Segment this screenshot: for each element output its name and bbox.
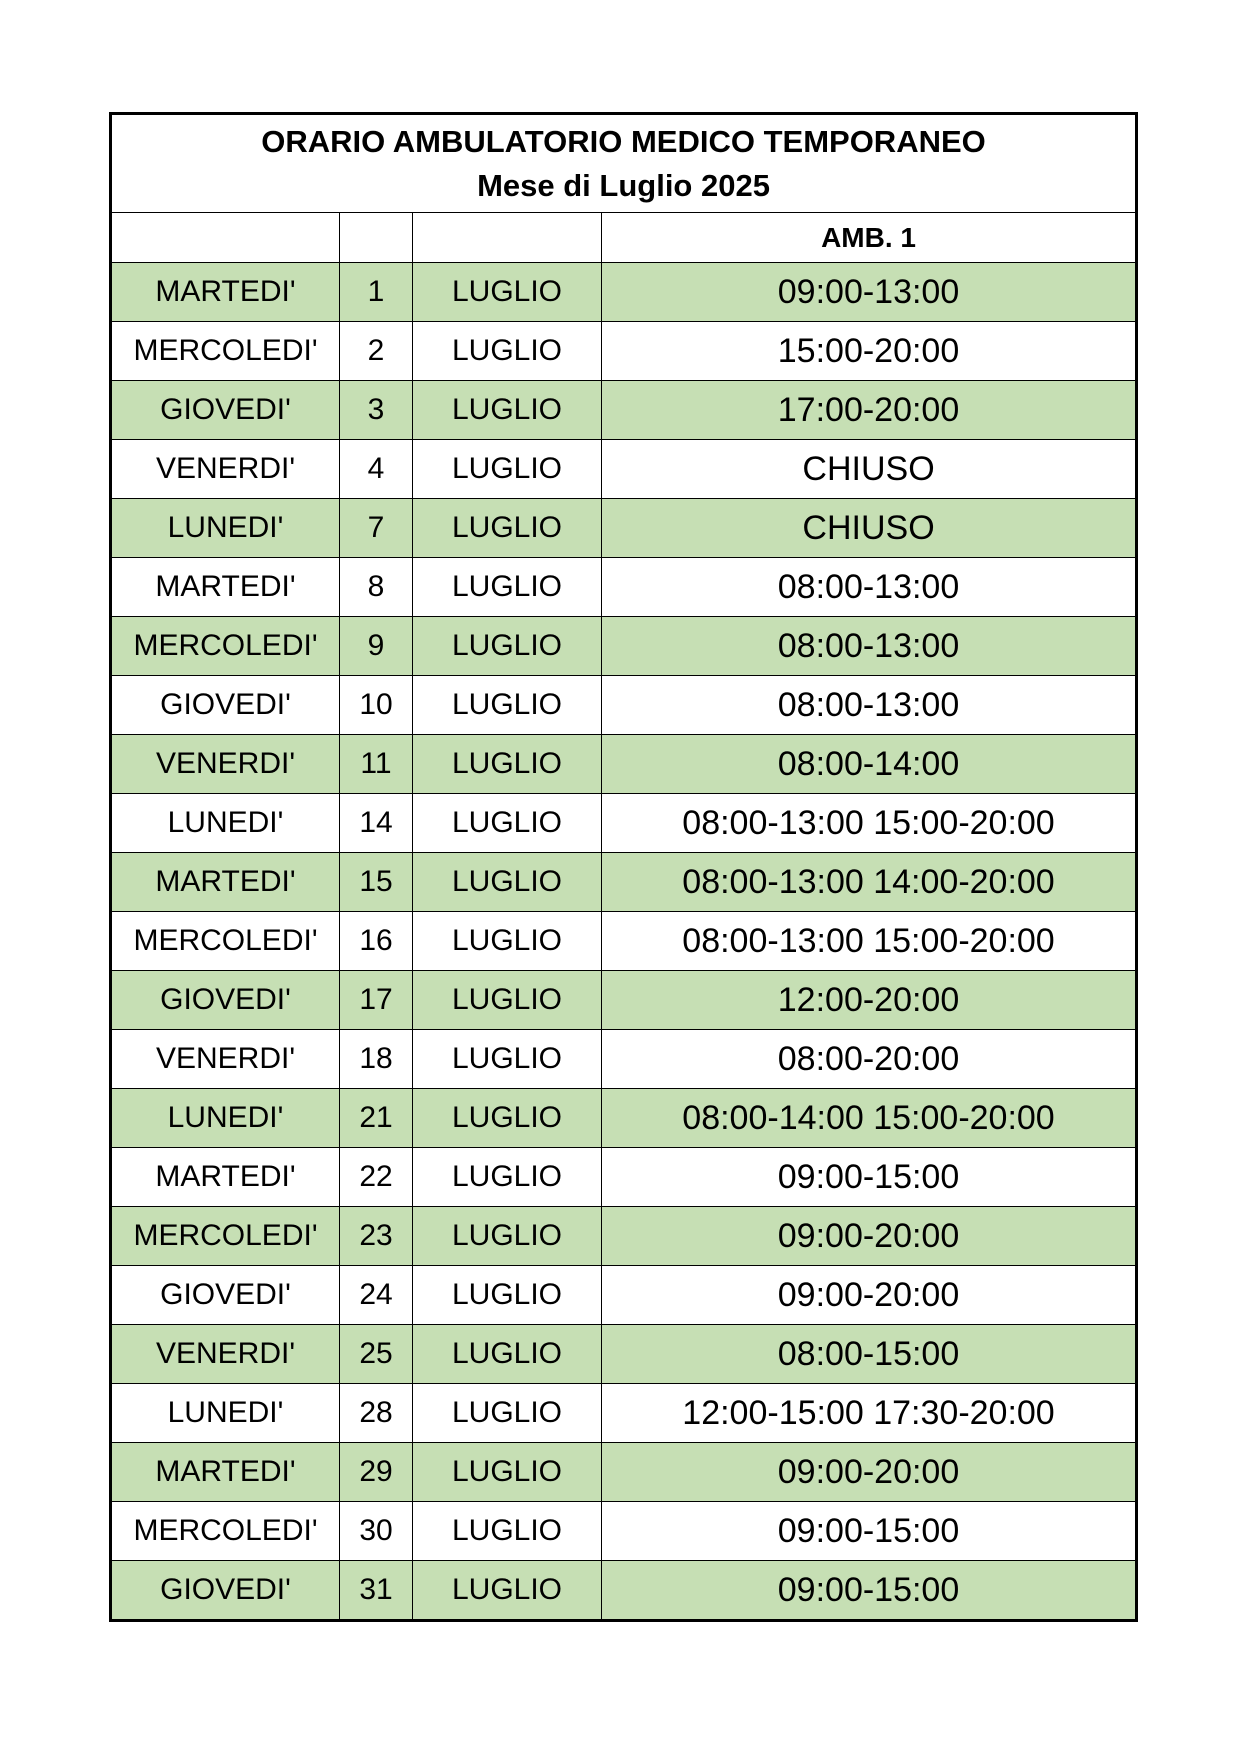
month-cell: LUGLIO bbox=[413, 1384, 602, 1443]
day-cell: GIOVEDI' bbox=[111, 381, 340, 440]
hours-cell: 08:00-13:00 15:00-20:00 bbox=[602, 912, 1137, 971]
header-amb-cell: AMB. 1 bbox=[602, 213, 1137, 263]
day-number-cell: 4 bbox=[340, 440, 413, 499]
month-cell: LUGLIO bbox=[413, 1207, 602, 1266]
hours-cell: 17:00-20:00 bbox=[602, 381, 1137, 440]
schedule-row bbox=[111, 1384, 1137, 1443]
hours-cell: 09:00-20:00 bbox=[602, 1443, 1137, 1502]
month-cell: LUGLIO bbox=[413, 971, 602, 1030]
day-cell: LUNEDI' bbox=[111, 1384, 340, 1443]
header-month-cell bbox=[413, 213, 602, 263]
month-cell: LUGLIO bbox=[413, 1030, 602, 1089]
schedule-row bbox=[111, 676, 1137, 735]
day-number-cell: 3 bbox=[340, 381, 413, 440]
day-cell: VENERDI' bbox=[111, 1325, 340, 1384]
day-number-cell: 30 bbox=[340, 1502, 413, 1561]
header-num-cell bbox=[340, 213, 413, 263]
schedule-row bbox=[111, 1325, 1137, 1384]
day-cell: MERCOLEDI' bbox=[111, 1502, 340, 1561]
month-cell: LUGLIO bbox=[413, 1089, 602, 1148]
day-cell: MERCOLEDI' bbox=[111, 912, 340, 971]
hours-cell: 08:00-20:00 bbox=[602, 1030, 1137, 1089]
title-row bbox=[111, 114, 1137, 213]
day-number-cell: 9 bbox=[340, 617, 413, 676]
hours-cell: 08:00-13:00 15:00-20:00 bbox=[602, 794, 1137, 853]
month-cell: LUGLIO bbox=[413, 1266, 602, 1325]
schedule-row bbox=[111, 381, 1137, 440]
day-cell: LUNEDI' bbox=[111, 794, 340, 853]
month-cell: LUGLIO bbox=[413, 617, 602, 676]
schedule-row bbox=[111, 1089, 1137, 1148]
schedule-row bbox=[111, 971, 1137, 1030]
month-cell: LUGLIO bbox=[413, 1148, 602, 1207]
day-number-cell: 11 bbox=[340, 735, 413, 794]
schedule-row bbox=[111, 617, 1137, 676]
hours-cell: 15:00-20:00 bbox=[602, 322, 1137, 381]
day-number-cell: 25 bbox=[340, 1325, 413, 1384]
month-cell: LUGLIO bbox=[413, 1443, 602, 1502]
month-cell: LUGLIO bbox=[413, 499, 602, 558]
schedule-subtitle: Mese di Luglio 2025 bbox=[477, 167, 770, 203]
hours-cell: 08:00-13:00 bbox=[602, 558, 1137, 617]
day-cell: GIOVEDI' bbox=[111, 1561, 340, 1621]
hours-cell: 09:00-15:00 bbox=[602, 1148, 1137, 1207]
day-cell: LUNEDI' bbox=[111, 499, 340, 558]
hours-cell: 08:00-13:00 bbox=[602, 617, 1137, 676]
day-cell: MERCOLEDI' bbox=[111, 617, 340, 676]
schedule-row bbox=[111, 1266, 1137, 1325]
month-cell: LUGLIO bbox=[413, 735, 602, 794]
hours-cell: 08:00-15:00 bbox=[602, 1325, 1137, 1384]
schedule-row bbox=[111, 499, 1137, 558]
month-cell: LUGLIO bbox=[413, 676, 602, 735]
hours-cell: 09:00-20:00 bbox=[602, 1207, 1137, 1266]
month-cell: LUGLIO bbox=[413, 1561, 602, 1621]
day-number-cell: 10 bbox=[340, 676, 413, 735]
day-cell: VENERDI' bbox=[111, 440, 340, 499]
day-cell: GIOVEDI' bbox=[111, 676, 340, 735]
schedule-row bbox=[111, 440, 1137, 499]
schedule-row bbox=[111, 1561, 1137, 1621]
day-cell: MARTEDI' bbox=[111, 263, 340, 322]
hours-cell: 08:00-14:00 bbox=[602, 735, 1137, 794]
day-number-cell: 29 bbox=[340, 1443, 413, 1502]
schedule-row bbox=[111, 853, 1137, 912]
hours-cell: CHIUSO bbox=[602, 440, 1137, 499]
hours-cell: 09:00-15:00 bbox=[602, 1561, 1137, 1621]
day-number-cell: 17 bbox=[340, 971, 413, 1030]
day-cell: MARTEDI' bbox=[111, 1443, 340, 1502]
title-cell bbox=[111, 114, 1137, 213]
day-number-cell: 18 bbox=[340, 1030, 413, 1089]
schedule-table bbox=[109, 112, 1138, 1622]
month-cell: LUGLIO bbox=[413, 440, 602, 499]
day-cell: LUNEDI' bbox=[111, 1089, 340, 1148]
day-number-cell: 1 bbox=[340, 263, 413, 322]
hours-cell: 08:00-13:00 bbox=[602, 676, 1137, 735]
schedule-row bbox=[111, 1443, 1137, 1502]
day-number-cell: 31 bbox=[340, 1561, 413, 1621]
day-cell: MERCOLEDI' bbox=[111, 1207, 340, 1266]
hours-cell: 08:00-13:00 14:00-20:00 bbox=[602, 853, 1137, 912]
day-number-cell: 15 bbox=[340, 853, 413, 912]
day-cell: MERCOLEDI' bbox=[111, 322, 340, 381]
day-number-cell: 22 bbox=[340, 1148, 413, 1207]
day-number-cell: 16 bbox=[340, 912, 413, 971]
hours-cell: 12:00-15:00 17:30-20:00 bbox=[602, 1384, 1137, 1443]
month-cell: LUGLIO bbox=[413, 794, 602, 853]
day-cell: GIOVEDI' bbox=[111, 971, 340, 1030]
month-cell: LUGLIO bbox=[413, 263, 602, 322]
schedule-title: ORARIO AMBULATORIO MEDICO TEMPORANEO bbox=[261, 123, 986, 159]
hours-cell: 09:00-15:00 bbox=[602, 1502, 1137, 1561]
month-cell: LUGLIO bbox=[413, 1325, 602, 1384]
day-number-cell: 24 bbox=[340, 1266, 413, 1325]
schedule-row bbox=[111, 1207, 1137, 1266]
schedule-row bbox=[111, 735, 1137, 794]
hours-cell: 12:00-20:00 bbox=[602, 971, 1137, 1030]
schedule-row bbox=[111, 794, 1137, 853]
month-cell: LUGLIO bbox=[413, 853, 602, 912]
day-number-cell: 14 bbox=[340, 794, 413, 853]
day-number-cell: 7 bbox=[340, 499, 413, 558]
day-cell: MARTEDI' bbox=[111, 853, 340, 912]
day-cell: MARTEDI' bbox=[111, 1148, 340, 1207]
day-number-cell: 21 bbox=[340, 1089, 413, 1148]
header-day-cell bbox=[111, 213, 340, 263]
schedule-row bbox=[111, 1148, 1137, 1207]
schedule-row bbox=[111, 322, 1137, 381]
schedule-row bbox=[111, 558, 1137, 617]
schedule-row bbox=[111, 1502, 1137, 1561]
schedule-row bbox=[111, 263, 1137, 322]
day-cell: GIOVEDI' bbox=[111, 1266, 340, 1325]
schedule-body bbox=[111, 114, 1137, 1621]
hours-cell: 09:00-13:00 bbox=[602, 263, 1137, 322]
day-number-cell: 28 bbox=[340, 1384, 413, 1443]
day-cell: VENERDI' bbox=[111, 1030, 340, 1089]
month-cell: LUGLIO bbox=[413, 381, 602, 440]
schedule-row bbox=[111, 1030, 1137, 1089]
month-cell: LUGLIO bbox=[413, 1502, 602, 1561]
day-number-cell: 2 bbox=[340, 322, 413, 381]
day-cell: MARTEDI' bbox=[111, 558, 340, 617]
hours-cell: 09:00-20:00 bbox=[602, 1266, 1137, 1325]
month-cell: LUGLIO bbox=[413, 558, 602, 617]
month-cell: LUGLIO bbox=[413, 322, 602, 381]
header-row bbox=[111, 213, 1137, 263]
day-cell: VENERDI' bbox=[111, 735, 340, 794]
hours-cell: CHIUSO bbox=[602, 499, 1137, 558]
day-number-cell: 8 bbox=[340, 558, 413, 617]
day-number-cell: 23 bbox=[340, 1207, 413, 1266]
month-cell: LUGLIO bbox=[413, 912, 602, 971]
hours-cell: 08:00-14:00 15:00-20:00 bbox=[602, 1089, 1137, 1148]
schedule-row bbox=[111, 912, 1137, 971]
